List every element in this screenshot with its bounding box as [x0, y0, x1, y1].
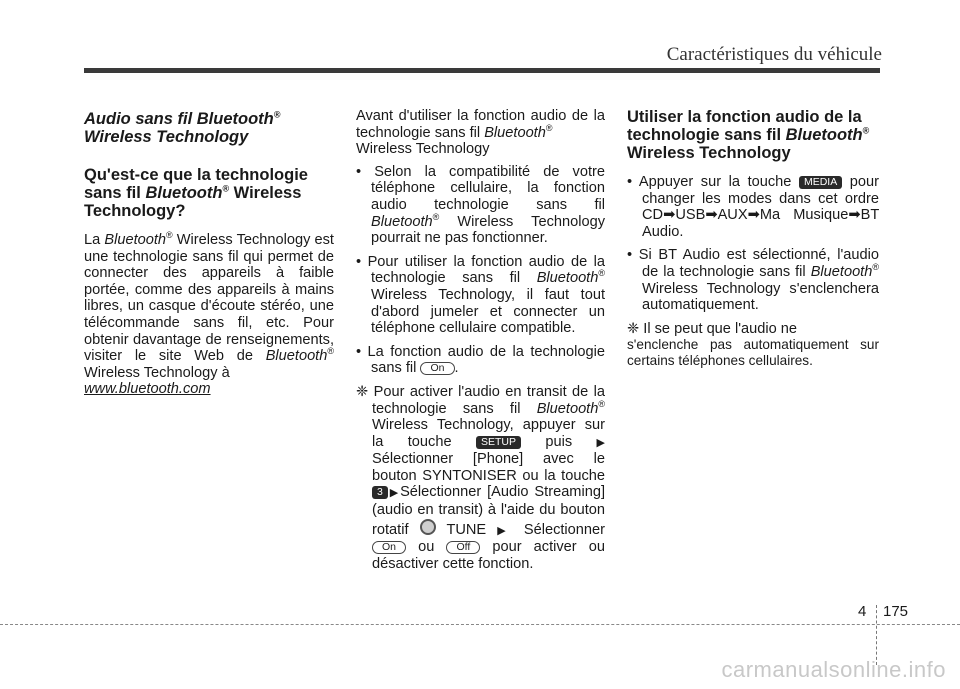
- chapter-number: 4: [858, 603, 867, 620]
- watermark: carmanualsonline.info: [721, 657, 946, 682]
- note-activate-streaming: ❈ Pour activer l'audio en transit de la technologie sans fil Bluetooth® Wireless Technology, appuyer sur la touche SETUP puis ▶ Sélectionner [Phone] avec le bouton SYNTONISER ou la touche 3 ▶Sélectionner [Audio Streaming] (audio en transit) à l'aide du bouton rotatif TUNE ▶ Sélectionner On ou Off pour activer ou désactiver cette fonction.: [356, 383, 605, 572]
- arrow-right-icon: ▶: [387, 487, 401, 500]
- column-3: [627, 108, 879, 368]
- note-auto-start: ❈ Il se peut que l'audio ne: [627, 320, 797, 337]
- bullet-bt-audio-selected: • Si BT Audio est sélectionné, l'audio de la technologie sans fil Bluetooth® Wireless Technology s'enclenchera automatiquement.: [627, 247, 879, 314]
- bullet-media-modes: • Appuyer sur la touche MEDIA pour changer les modes dans cet ordre CD➡USB➡AUX➡Ma Musique➡BT Audio.: [627, 174, 879, 240]
- page-number: 175: [883, 603, 909, 620]
- column-1: [84, 110, 334, 398]
- arrow-icon: ➡: [705, 207, 718, 224]
- media-key-icon: MEDIA: [799, 176, 842, 189]
- arrow-right-icon: ▶: [497, 524, 513, 537]
- footer-divider: [876, 605, 877, 665]
- heading-what-is-bluetooth: Qu'est-ce que la technologie sans fil Bluetooth® Wireless Technology?: [84, 166, 308, 220]
- intro-paragraph: Avant d'utiliser la fonction audio de la technologie sans fil Bluetooth® Wireless Technology: [356, 108, 605, 158]
- heading-audio-bluetooth: Audio sans fil Bluetooth® Wireless Technology: [84, 109, 281, 146]
- on-button-icon: On: [420, 362, 454, 375]
- bluetooth-description: La Bluetooth® Wireless Technology est une technologie sans fil qui permet de connecter des appareils à faible portée, comme des appareils à mains libres, un casque d'écoute stéréo, une télécommande sans fil, etc. Pour obtenir davantage de renseignements, visiter le site Web de Bluetooth® Wireless Technology à www.bluetooth.com: [84, 230, 334, 398]
- arrow-icon: ➡: [848, 207, 861, 224]
- bluetooth-website-link[interactable]: www.bluetooth.com: [84, 381, 211, 398]
- tune-knob-icon: [420, 519, 436, 535]
- arrow-right-icon: ▶: [596, 436, 605, 449]
- footer-rule: [0, 624, 960, 625]
- note-mark-icon: ❈: [627, 320, 640, 337]
- on-button-icon: On: [372, 541, 406, 554]
- key-3-icon: 3: [372, 486, 388, 499]
- section-title: Caractéristiques du véhicule: [666, 44, 882, 65]
- arrow-icon: ➡: [663, 207, 676, 224]
- bullet-pairing: • Pour utiliser la fonction audio de la technologie sans fil Bluetooth® Wireless Technology, il faut tout d'abord jumeler et connecter un téléphone cellulaire compatible.: [356, 253, 605, 337]
- bullet-audio-streaming: • La fonction audio de la technologie sans fil On .: [356, 343, 605, 377]
- note-mark-icon: ❈: [356, 383, 369, 400]
- setup-key-icon: SETUP: [476, 436, 521, 449]
- column-2: [356, 108, 605, 578]
- bullet-compatibility: • Selon la compatibilité de votre téléphone cellulaire, la fonction audio technologie sans fil Bluetooth® Wireless Technology pourrait ne pas fonctionner.: [356, 163, 605, 247]
- heading-use-bluetooth-audio: Utiliser la fonction audio de la technologie sans fil Bluetooth® Wireless Technology: [627, 108, 870, 162]
- arrow-icon: ➡: [747, 207, 760, 224]
- header-rule: [84, 68, 880, 73]
- note-auto-start-cont: s'enclenche pas automatiquement sur certains téléphones cellulaires.: [627, 337, 879, 368]
- off-button-icon: Off: [446, 541, 480, 554]
